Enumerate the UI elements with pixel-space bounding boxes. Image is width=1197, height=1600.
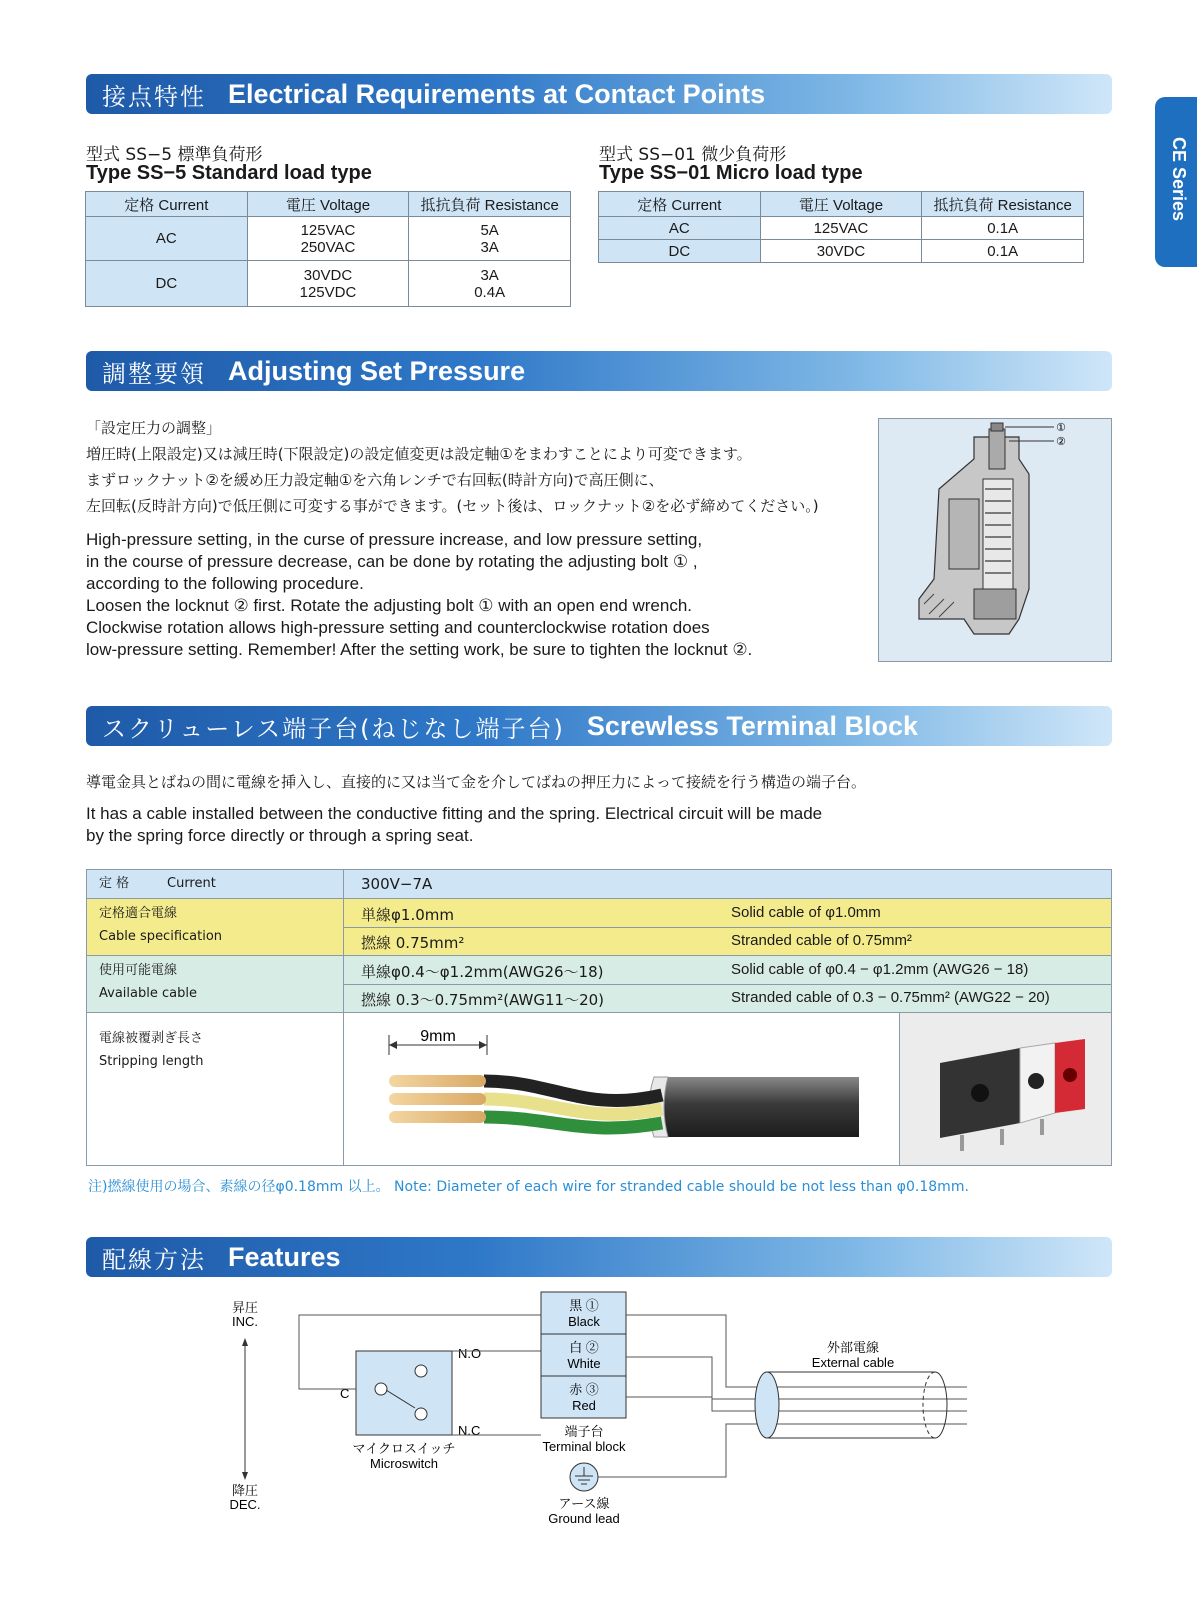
ss5-heading-jp: 型式 SS−5 標準負荷形 <box>86 145 263 165</box>
callout-2-label: ② <box>1056 435 1066 448</box>
external-cable-label-en: External cable <box>811 1355 895 1370</box>
avail-solid-jp: 単線φ0.4〜φ1.2mm(AWG26〜18) <box>361 963 604 981</box>
spec-stranded-en: Stranded cable of 0.75mm² <box>731 932 912 949</box>
callout-1-label: ① <box>1056 421 1066 434</box>
section-header-adjust <box>86 351 1112 391</box>
ss5-heading-en: Type SS−5 Standard load type <box>86 162 372 184</box>
spec-solid-jp: 単線φ1.0mm <box>361 906 454 924</box>
stripped-cable-illustration <box>344 1013 900 1165</box>
microswitch-label-en: Microswitch <box>370 1456 438 1471</box>
col-header-current: 定格 Current <box>599 192 761 217</box>
ss01-heading-en: Type SS−01 Micro load type <box>599 162 863 184</box>
spec-stranded-jp: 撚線 0.75mm² <box>361 934 465 952</box>
resistance-cell: 5A 3A <box>409 217 571 261</box>
col-header-voltage: 電圧 Voltage <box>760 192 922 217</box>
section-title-en: Screwless Terminal Block <box>586 710 918 741</box>
table-row <box>87 870 1111 899</box>
col-header-resistance: 抵抗負荷 Resistance <box>922 192 1084 217</box>
terminal-block-label-jp: 端子台 <box>564 1424 604 1439</box>
terminal-text-en: It has a cable installed between the conductive fitting and the spring. Electrical circuit will be made by the spring force directly or through a spring seat. <box>86 804 823 845</box>
current-value: 300V−7A <box>361 875 433 893</box>
terminal-block-photo <box>900 1013 1111 1165</box>
pressure-switch-cutaway-image <box>878 418 1112 662</box>
section-title-jp: 調整要領 <box>102 359 206 388</box>
resistance-cell: 3A 0.4A <box>409 261 571 307</box>
avail-label-jp: 使用可能電線 <box>99 963 178 978</box>
section-header-terminal <box>86 706 1112 746</box>
strip-label-en: Stripping length <box>99 1054 204 1069</box>
terminal-block-label-en: Terminal block <box>542 1439 626 1454</box>
red-label-en: Red <box>572 1398 596 1413</box>
cable-spec-label-en: Cable specification <box>99 929 223 944</box>
resistance-cell: 0.1A <box>922 240 1084 263</box>
terminal-spec-table <box>86 869 1112 1166</box>
strip-dimension-label: 9mm <box>420 1028 456 1045</box>
strip-label-jp: 電線被覆剥ぎ長さ <box>99 1031 204 1046</box>
resistance-cell: 0.1A <box>922 217 1084 240</box>
avail-stranded-jp: 撚線 0.3〜0.75mm²(AWG11〜20) <box>361 991 605 1009</box>
voltage-cell: 30VDC 125VDC <box>247 261 409 307</box>
table-row <box>87 956 1111 1013</box>
avail-stranded-en: Stranded cable of 0.3 − 0.75mm² (AWG22 − 20) <box>731 989 1050 1006</box>
ss01-heading-jp: 型式 SS−01 微少負荷形 <box>599 145 787 165</box>
ground-lead-label-en: Ground lead <box>548 1511 620 1526</box>
black-label-en: Black <box>568 1314 600 1329</box>
col-header-resistance: 抵抗負荷 Resistance <box>409 192 571 217</box>
col-header-current: 定格 Current <box>86 192 248 217</box>
current-cell: DC <box>86 261 248 307</box>
section-title-en: Features <box>228 1241 341 1272</box>
section-title-jp: 接点特性 <box>102 82 206 111</box>
stranded-cable-note: 注)撚線使用の場合、素線の径φ0.18mm 以上。 Note: Diameter of each wire for stranded cable should be not less than φ0.18mm. <box>88 1179 969 1195</box>
adjust-text-jp: 「設定圧力の調整」 増圧時(上限設定)又は減圧時(下限設定)の設定値変更は設定軸①をまわすことにより可変できます。 まずロックナット②を緩め圧力設定軸①を六角レンチで右回転(時計方向)で高圧側に、 左回転(反時計方向)で低圧側に可変する事ができます。(セット後は、ロックナット②を必ず締めてください。) <box>86 419 819 515</box>
current-label-jp: 定 格 <box>99 876 130 891</box>
avail-label-en: Available cable <box>99 986 197 1001</box>
current-label-en: Current <box>167 876 216 891</box>
no-label: N.O <box>458 1346 482 1361</box>
section-title-jp: スクリューレス端子台(ねじなし端子台) <box>102 714 565 743</box>
series-side-tab <box>1155 97 1197 267</box>
section-title-en: Adjusting Set Pressure <box>228 355 526 386</box>
section-title-en: Electrical Requirements at Contact Points <box>228 78 766 109</box>
red-label-jp: 赤 ③ <box>569 1382 599 1397</box>
white-label-en: White <box>567 1356 601 1371</box>
adjust-text-en: High-pressure setting, in the curse of pressure increase, and low pressure setting, in the course of pressure decrease, can be done by rotating the adjusting bolt ① , according to the following procedure. Loosen the locknut ② first. Rotate the adjusting bolt ① with an open end wrench. Clockwise rotation allows high-pressure setting and counterclockwise rotation does low-pressure setting. Remember! After the setting work, be sure to tighten the locknut ②. <box>86 530 753 659</box>
table-row <box>599 217 1084 240</box>
inc-label-en: INC. <box>232 1314 258 1329</box>
cable-spec-label-jp: 定格適合電線 <box>99 906 178 921</box>
table-row <box>87 899 1111 956</box>
section-header-contact <box>86 74 1112 114</box>
spec-solid-en: Solid cable of φ1.0mm <box>731 904 881 921</box>
nc-label: N.C <box>458 1423 481 1438</box>
white-label-jp: 白 ② <box>569 1340 599 1355</box>
col-header-voltage: 電圧 Voltage <box>247 192 409 217</box>
microswitch-label-jp: マイクロスイッチ <box>352 1441 456 1456</box>
section-header-features <box>86 1237 1112 1277</box>
dec-label-en: DEC. <box>229 1497 261 1512</box>
current-cell: DC <box>599 240 761 263</box>
current-cell: AC <box>599 217 761 240</box>
voltage-cell: 125VAC 250VAC <box>247 217 409 261</box>
ss01-spec-table <box>598 191 1084 263</box>
external-cable-label-jp: 外部電線 <box>826 1340 880 1355</box>
table-row <box>87 1013 1111 1165</box>
section-title-jp: 配線方法 <box>102 1245 206 1274</box>
series-label: CE Series <box>1169 137 1189 222</box>
avail-solid-en: Solid cable of φ0.4 − φ1.2mm (AWG26 − 18) <box>731 961 1029 978</box>
ground-lead-label-jp: アース線 <box>558 1496 610 1511</box>
table-row <box>86 261 571 307</box>
ss5-spec-table <box>85 191 571 307</box>
table-row <box>86 217 571 261</box>
common-label: C <box>340 1386 350 1401</box>
voltage-cell: 125VAC <box>760 217 922 240</box>
terminal-text-jp: 導電金具とばねの間に電線を挿入し、直接的に又は当て金を介してばねの押圧力によって接続を行う構造の端子台。 <box>86 773 867 791</box>
voltage-cell: 30VDC <box>760 240 922 263</box>
inc-label-jp: 昇圧 <box>231 1300 259 1315</box>
dec-label-jp: 降圧 <box>231 1483 259 1498</box>
black-label-jp: 黒 ① <box>569 1298 599 1313</box>
wiring-diagram <box>0 1290 1197 1560</box>
table-row <box>599 240 1084 263</box>
current-cell: AC <box>86 217 248 261</box>
